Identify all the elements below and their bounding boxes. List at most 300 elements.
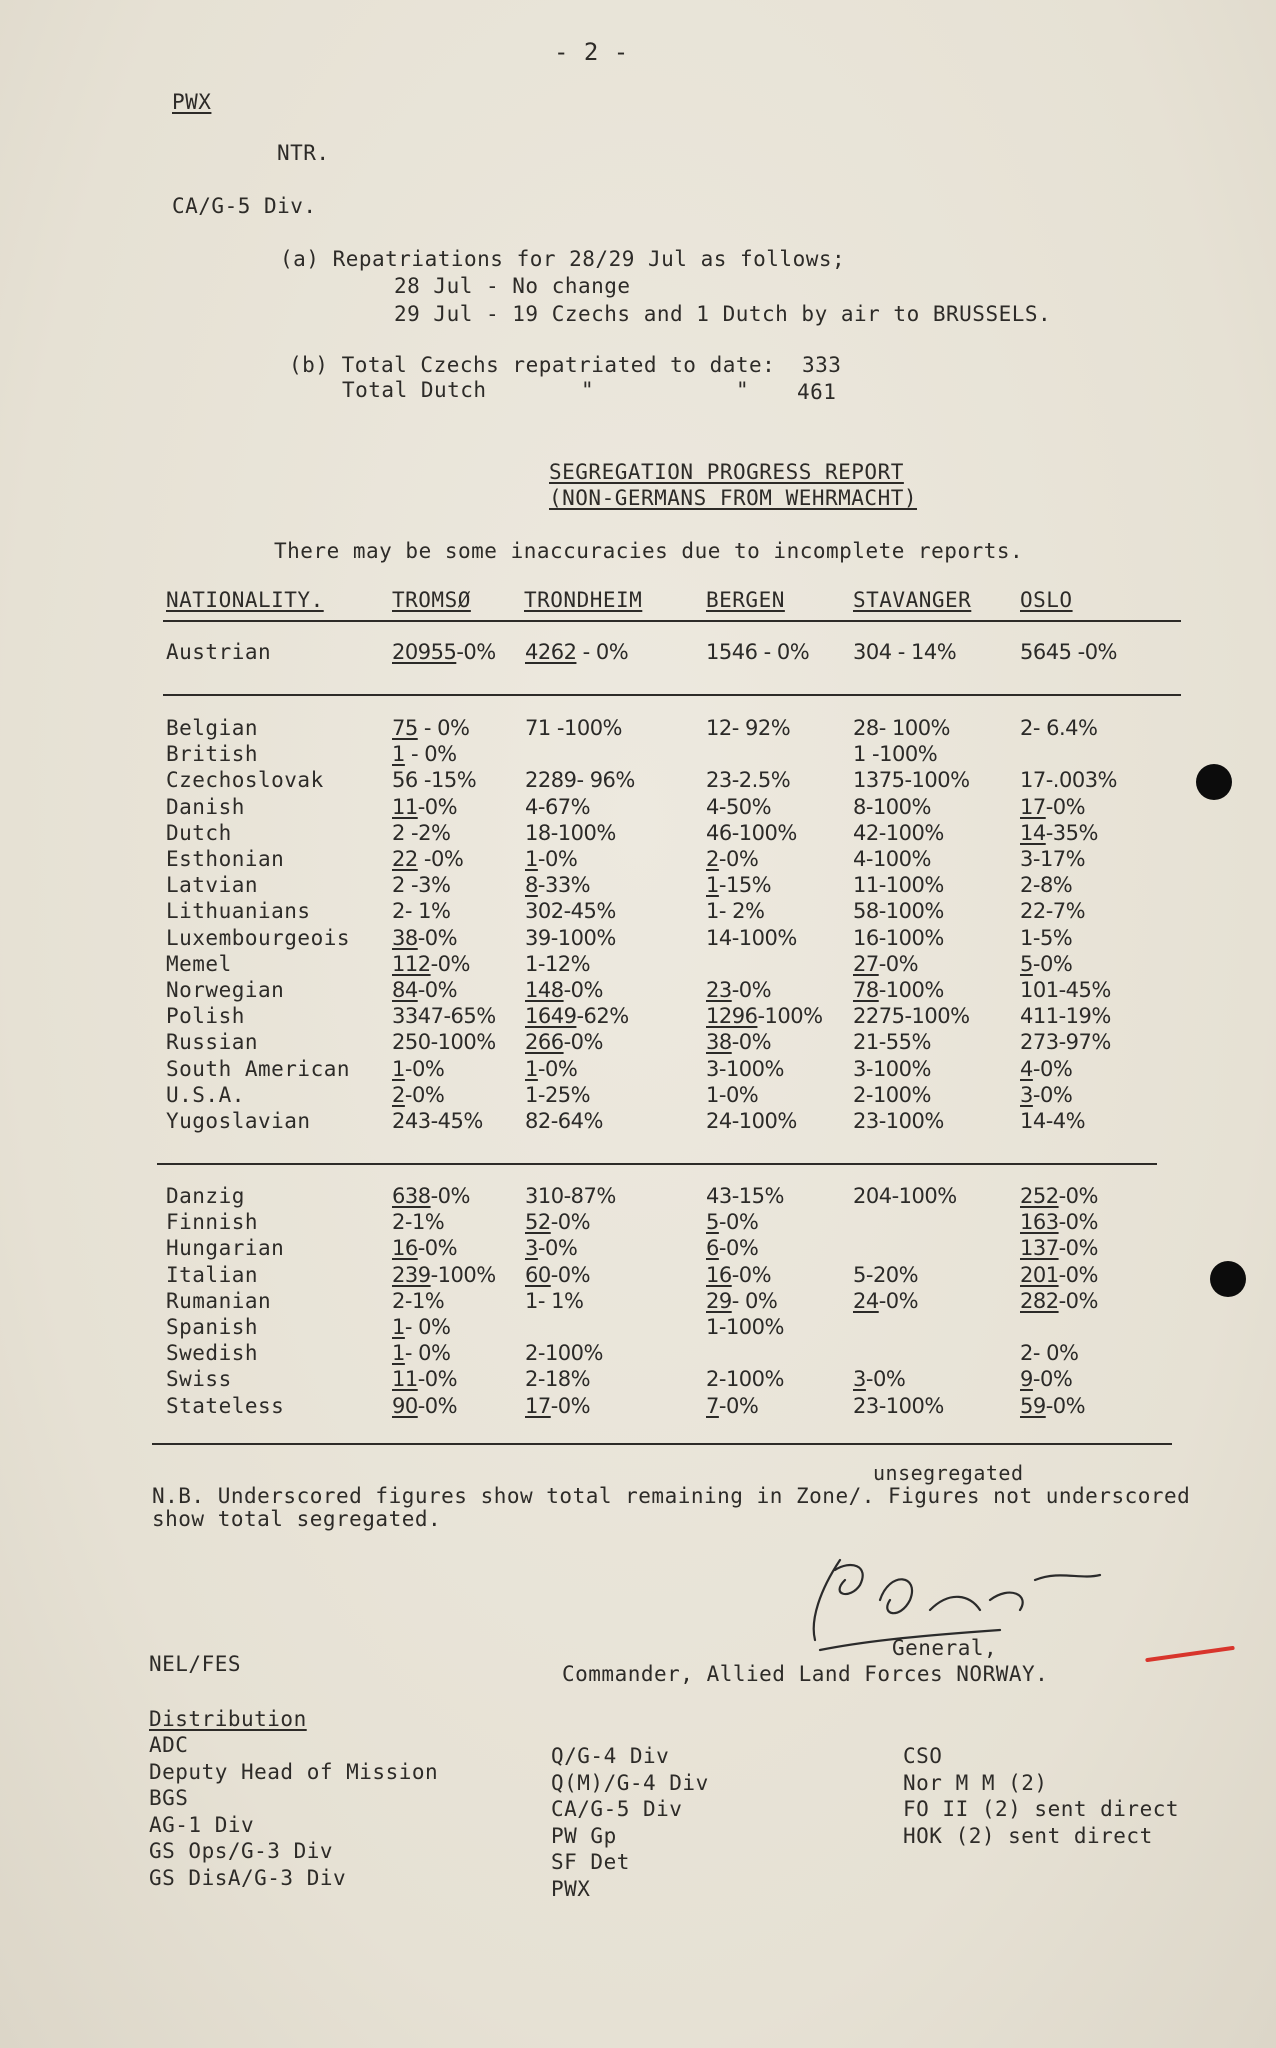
distribution-item: GS Ops/G-3 Div	[149, 1839, 334, 1863]
table-cell: 2289- 96%	[525, 768, 635, 793]
percent-figure: - 0%	[417, 716, 470, 740]
ditto-mark: "	[736, 378, 750, 402]
row-nationality: Finnish	[166, 1210, 259, 1235]
percent-figure: -0%	[1058, 1288, 1098, 1313]
remaining-figure: 4	[1020, 1056, 1033, 1081]
table-cell	[392, 1083, 444, 1107]
remaining-figure: 2	[706, 847, 719, 871]
table-cell: 310-87%	[525, 1184, 616, 1208]
remaining-figure: 1	[392, 742, 405, 767]
column-header: STAVANGER	[853, 588, 972, 612]
distribution-item: Q/G-4 Div	[551, 1744, 670, 1768]
table-cell	[392, 926, 457, 950]
distribution-item: HOK (2) sent direct	[903, 1823, 1153, 1848]
remaining-figure: 4262	[525, 640, 577, 664]
table-cell	[853, 952, 918, 976]
table-cell	[525, 847, 577, 871]
table-cell: 14-100%	[706, 925, 797, 950]
table-cell	[525, 1210, 590, 1234]
table-cell: 28- 100%	[853, 716, 951, 740]
remaining-figure: 3	[1020, 1082, 1033, 1107]
table-cell: 82-64%	[525, 1109, 603, 1133]
percent-figure: -0%	[1045, 794, 1086, 819]
percent-figure: -0%	[417, 978, 458, 1002]
signature-general: General,	[892, 1636, 998, 1660]
table-cell	[525, 1004, 629, 1028]
percent-figure: -100%	[878, 978, 944, 1002]
table-cell	[525, 1394, 590, 1418]
percent-figure: -0%	[1032, 1367, 1073, 1392]
remaining-figure: 638	[392, 1184, 431, 1208]
remaining-figure: 20955	[392, 640, 457, 664]
table-cell	[1020, 1367, 1072, 1391]
table-cell	[525, 1236, 577, 1260]
table-cell: 58-100%	[853, 899, 944, 924]
table-cell: 5645 -0%	[1020, 640, 1118, 664]
table-cell	[706, 1263, 771, 1287]
remaining-figure: 38	[392, 925, 418, 950]
divider-rule	[157, 1163, 1157, 1165]
reference-initials: NEL/FES	[149, 1652, 242, 1676]
table-cell: 2-8%	[1020, 873, 1073, 898]
table-cell: 243-45%	[392, 1109, 483, 1133]
row-nationality: Hungarian	[166, 1236, 285, 1261]
remaining-figure: 59	[1020, 1393, 1046, 1418]
table-cell: 1-5%	[1020, 925, 1073, 950]
header-ntr: NTR.	[277, 141, 330, 165]
row-nationality: Spanish	[166, 1315, 259, 1339]
punch-hole	[1210, 1261, 1246, 1297]
remaining-figure: 17	[1020, 794, 1046, 819]
table-cell	[525, 640, 628, 664]
table-cell	[392, 1236, 457, 1260]
percent-figure: - 0%	[576, 640, 629, 664]
percent-figure: -0%	[865, 1367, 906, 1392]
percent-figure: - 0%	[731, 1288, 778, 1313]
percent-figure: -0%	[718, 847, 759, 871]
percent-figure: -0%	[718, 1210, 759, 1235]
table-cell	[1020, 1184, 1098, 1208]
table-cell: 23-100%	[853, 1393, 944, 1418]
row-nationality: Dutch	[166, 820, 232, 845]
distribution-item: Nor M M (2)	[903, 1770, 1048, 1795]
remaining-figure: 3	[525, 1236, 538, 1261]
row-nationality: Latvian	[166, 873, 259, 898]
percent-figure: -0%	[537, 847, 578, 871]
percent-figure: -0%	[404, 1056, 445, 1081]
percent-figure: -0%	[731, 1030, 772, 1055]
row-nationality: Stateless	[166, 1393, 285, 1418]
table-cell	[1020, 795, 1085, 819]
remaining-figure: 1	[525, 847, 538, 871]
table-cell: 302-45%	[525, 899, 616, 924]
table-cell	[1020, 1210, 1098, 1234]
remaining-figure: 239	[392, 1262, 431, 1287]
table-cell: 4-67%	[525, 794, 591, 819]
table-cell	[392, 1057, 444, 1081]
row-nationality: Polish	[166, 1004, 245, 1029]
row-nationality: South American	[166, 1056, 351, 1081]
distribution-item: SF Det	[551, 1850, 630, 1874]
percent-figure: -0%	[718, 1236, 759, 1261]
remaining-figure: 201	[1020, 1262, 1059, 1287]
table-cell: 2- 1%	[392, 899, 451, 924]
percent-figure: -0%	[1045, 1393, 1086, 1418]
percent-figure: -0%	[456, 640, 496, 664]
punch-hole	[1196, 764, 1232, 800]
table-cell: 4-100%	[853, 847, 931, 871]
remaining-figure: 1	[706, 873, 719, 898]
percent-figure: -0%	[417, 1393, 458, 1418]
remaining-figure: 17	[525, 1393, 551, 1418]
percent-figure: -0%	[731, 978, 772, 1002]
total-dutch-label: Total Dutch	[342, 378, 487, 402]
distribution-item: FO II (2) sent direct	[903, 1797, 1180, 1821]
table-cell: 3347-65%	[392, 1004, 496, 1029]
percent-figure: -0%	[537, 1056, 578, 1081]
percent-figure: -0%	[718, 1393, 759, 1418]
repatriations-29jul: 29 Jul - 19 Czechs and 1 Dutch by air to BRUSSELS.	[394, 302, 1052, 326]
table-cell: 1546 - 0%	[706, 640, 810, 664]
table-cell: 8-100%	[853, 794, 931, 819]
table-cell	[525, 1057, 577, 1081]
row-nationality: U.S.A.	[166, 1082, 245, 1107]
table-cell	[1020, 1263, 1098, 1287]
table-cell: 2- 6.4%	[1020, 716, 1098, 740]
table-cell	[525, 1263, 590, 1287]
repatriations-28jul: 28 Jul - No change	[394, 274, 631, 298]
row-nationality: Danzig	[166, 1184, 245, 1208]
remaining-figure: 1296	[706, 1004, 758, 1029]
table-cell: 204-100%	[853, 1184, 957, 1208]
percent-figure: - 0%	[404, 742, 457, 767]
report-subtitle: (NON-GERMANS FROM WEHRMACHT)	[549, 486, 918, 510]
table-cell: 1 -100%	[853, 742, 938, 767]
remaining-figure: 112	[392, 951, 431, 976]
row-nationality: Russian	[166, 1030, 259, 1055]
remaining-figure: 29	[706, 1288, 732, 1313]
table-cell: 4-50%	[706, 794, 772, 819]
remaining-figure: 1649	[525, 1004, 577, 1029]
table-cell: 43-15%	[706, 1184, 784, 1208]
remaining-figure: 23	[706, 978, 732, 1002]
row-nationality: Italian	[166, 1262, 259, 1287]
distribution-item: CSO	[903, 1744, 943, 1768]
table-cell: 2- 0%	[1020, 1341, 1079, 1366]
column-header: NATIONALITY.	[166, 588, 324, 612]
remaining-figure: 266	[525, 1030, 564, 1055]
remaining-figure: 1	[392, 1056, 405, 1081]
table-cell	[392, 1341, 450, 1365]
table-cell: 24-100%	[706, 1109, 797, 1133]
table-cell	[706, 1394, 758, 1418]
table-cell: 2275-100%	[853, 1004, 970, 1029]
remaining-figure: 16	[392, 1236, 418, 1261]
table-cell	[392, 1263, 496, 1287]
table-cell: 46-100%	[706, 820, 797, 845]
table-cell: 23-2.5%	[706, 768, 791, 793]
table-cell: 1-0%	[706, 1082, 759, 1107]
table-cell	[392, 742, 457, 766]
table-cell: 1-12%	[525, 951, 591, 976]
remaining-figure: 90	[392, 1393, 418, 1418]
row-nationality: Norwegian	[166, 978, 285, 1002]
table-cell	[1020, 1394, 1085, 1418]
row-nationality: Luxembourgeois	[166, 925, 351, 950]
remaining-figure: 9	[1020, 1367, 1033, 1392]
percent-figure: -0%	[417, 794, 458, 819]
column-header: BERGEN	[706, 588, 785, 612]
divider-rule	[163, 694, 1181, 696]
percent-figure: -0%	[417, 1236, 458, 1261]
remaining-figure: 1	[525, 1056, 538, 1081]
percent-figure: -0%	[417, 1367, 458, 1392]
remaining-figure: 75	[392, 716, 418, 740]
table-cell: 56 -15%	[392, 768, 477, 793]
footnote-insert: unsegregated	[873, 1461, 1024, 1485]
table-cell	[392, 716, 469, 740]
header-ca-div: CA/G-5 Div.	[172, 194, 317, 218]
remaining-figure: 163	[1020, 1210, 1059, 1235]
footnote-line1: N.B. Underscored figures show total remaining in Zone/. Figures not underscored	[152, 1484, 1191, 1508]
table-cell	[392, 640, 496, 664]
page-number: - 2 -	[554, 38, 629, 66]
table-cell: 16-100%	[853, 925, 944, 950]
remaining-figure: 11	[392, 1367, 418, 1392]
table-cell	[392, 978, 457, 1002]
remaining-figure: 1	[392, 1315, 405, 1339]
percent-figure: -0%	[1032, 951, 1073, 976]
table-cell	[706, 978, 771, 1002]
remaining-figure: 5	[706, 1210, 719, 1235]
distribution-item: PWX	[551, 1876, 591, 1901]
table-cell: 3-17%	[1020, 847, 1086, 871]
row-nationality: Lithuanians	[166, 899, 311, 924]
remaining-figure: 252	[1020, 1184, 1059, 1208]
table-cell: 1- 2%	[706, 899, 765, 924]
remaining-figure: 24	[853, 1288, 879, 1313]
table-cell: 273-97%	[1020, 1030, 1111, 1055]
table-cell: 1375-100%	[853, 768, 970, 793]
percent-figure: -100%	[430, 1262, 496, 1287]
table-cell: 304 - 14%	[853, 640, 957, 664]
percent-figure: -0%	[417, 847, 464, 871]
table-cell: 2-100%	[853, 1082, 931, 1107]
percent-figure: -0%	[550, 1210, 591, 1235]
table-cell: 2-1%	[392, 1210, 445, 1235]
remaining-figure: 16	[706, 1262, 732, 1287]
table-cell: 250-100%	[392, 1030, 496, 1055]
red-pencil-mark	[1145, 1646, 1235, 1662]
table-cell	[706, 847, 758, 871]
row-nationality: Swedish	[166, 1341, 259, 1366]
table-cell	[525, 873, 590, 897]
table-cell	[706, 1004, 823, 1028]
table-cell: 411-19%	[1020, 1004, 1111, 1029]
table-cell	[1020, 1236, 1098, 1260]
distribution-item: Q(M)/G-4 Div	[551, 1770, 709, 1795]
table-cell	[706, 1030, 771, 1054]
percent-figure: -0%	[417, 925, 458, 950]
percent-figure: -33%	[537, 873, 591, 898]
table-cell	[853, 978, 944, 1002]
remaining-figure: 137	[1020, 1236, 1059, 1261]
table-cell: 42-100%	[853, 820, 944, 845]
remaining-figure: 5	[1020, 951, 1033, 976]
percent-figure: -100%	[757, 1004, 823, 1029]
table-cell: 2-100%	[525, 1341, 603, 1366]
repatriations-a: (a) Repatriations for 28/29 Jul as follows;	[280, 247, 846, 271]
ditto-mark: "	[581, 378, 595, 402]
column-header: OSLO	[1020, 588, 1073, 612]
table-cell: 12- 92%	[706, 716, 791, 740]
percent-figure: -0%	[537, 1236, 578, 1261]
table-cell	[392, 795, 457, 819]
table-cell: 71 -100%	[525, 716, 623, 740]
table-cell: 1-25%	[525, 1082, 591, 1107]
remaining-figure: 7	[706, 1393, 719, 1418]
remaining-figure: 8	[525, 873, 538, 898]
header-rule	[163, 620, 1181, 622]
remaining-figure: 14	[1020, 820, 1046, 845]
table-cell: 21-55%	[853, 1030, 931, 1055]
percent-figure: -0%	[563, 978, 603, 1002]
table-cell: 101-45%	[1020, 978, 1111, 1002]
percent-figure: -0%	[731, 1262, 772, 1287]
total-czechs-value: 333	[802, 353, 842, 377]
row-nationality: Yugoslavian	[166, 1109, 311, 1133]
table-cell	[392, 847, 463, 871]
percent-figure: -0%	[430, 951, 470, 976]
table-cell: 3-100%	[853, 1056, 931, 1081]
column-header: TROMSØ	[392, 588, 471, 612]
row-nationality: Danish	[166, 794, 245, 819]
percent-figure: -35%	[1045, 820, 1098, 845]
table-cell	[1020, 952, 1072, 976]
table-cell: 39-100%	[525, 925, 616, 950]
table-cell	[392, 1315, 450, 1339]
table-cell: 2 -2%	[392, 820, 451, 845]
header-pwx: PWX	[172, 90, 212, 114]
table-cell	[392, 1367, 457, 1391]
remaining-figure: 78	[853, 978, 879, 1002]
row-nationality: Rumanian	[166, 1288, 272, 1313]
table-cell	[706, 1210, 758, 1234]
remaining-figure: 52	[525, 1210, 551, 1235]
row-nationality: Czechoslovak	[166, 768, 324, 793]
table-cell: 17-.003%	[1020, 768, 1118, 793]
row-nationality: Belgian	[166, 716, 259, 740]
row-nationality: Swiss	[166, 1367, 232, 1392]
table-cell: 5-20%	[853, 1262, 919, 1287]
row-nationality: Memel	[166, 951, 232, 976]
table-cell: 3-100%	[706, 1056, 784, 1081]
distribution-item: BGS	[149, 1786, 189, 1810]
percent-figure: -0%	[1032, 1056, 1073, 1081]
percent-figure: -0%	[878, 951, 919, 976]
table-cell	[706, 873, 771, 897]
row-nationality: Esthonian	[166, 847, 285, 871]
table-cell	[392, 952, 470, 976]
table-cell	[853, 1367, 905, 1391]
table-cell: 11-100%	[853, 873, 944, 898]
distribution-title: Distribution	[149, 1707, 307, 1731]
table-cell	[525, 1030, 603, 1054]
percent-figure: -0%	[1058, 1184, 1098, 1208]
table-cell: 23-100%	[853, 1109, 944, 1133]
percent-figure: -0%	[1058, 1236, 1098, 1261]
table-cell	[1020, 1289, 1098, 1313]
remaining-figure: 3	[853, 1367, 866, 1392]
distribution-item: Deputy Head of Mission	[149, 1759, 439, 1784]
percent-figure: -0%	[550, 1393, 591, 1418]
table-cell: 22-7%	[1020, 899, 1086, 924]
percent-figure: -0%	[1058, 1262, 1098, 1287]
remaining-figure: 11	[392, 794, 418, 819]
table-cell: 14-4%	[1020, 1109, 1086, 1133]
percent-figure: - 0%	[404, 1315, 451, 1339]
table-cell: 2-100%	[706, 1367, 784, 1392]
table-cell	[1020, 821, 1098, 845]
percent-figure: -0%	[1058, 1210, 1098, 1235]
table-cell: 2-18%	[525, 1367, 591, 1392]
report-note: There may be some inaccuracies due to incomplete reports.	[274, 539, 1024, 563]
divider-rule	[152, 1443, 1172, 1445]
table-cell	[392, 1184, 470, 1208]
table-cell	[1020, 1057, 1072, 1081]
remaining-figure: 1	[392, 1341, 405, 1366]
table-cell: 1- 1%	[525, 1288, 584, 1313]
percent-figure: -62%	[576, 1004, 629, 1029]
table-cell: 1-100%	[706, 1315, 784, 1339]
percent-figure: -15%	[718, 873, 772, 898]
remaining-figure: 27	[853, 951, 879, 976]
table-cell	[853, 1289, 918, 1313]
table-cell: 2 -3%	[392, 873, 451, 898]
table-cell	[525, 978, 603, 1002]
remaining-figure: 38	[706, 1030, 732, 1055]
table-cell	[1020, 1083, 1072, 1107]
remaining-figure: 148	[525, 978, 564, 1002]
percent-figure: - 0%	[404, 1341, 451, 1366]
column-header: TRONDHEIM	[524, 588, 643, 612]
report-title: SEGREGATION PROGRESS REPORT	[549, 460, 904, 484]
percent-figure: -0%	[550, 1262, 591, 1287]
table-cell	[392, 1394, 457, 1418]
distribution-item: ADC	[149, 1733, 189, 1757]
remaining-figure: 22	[392, 847, 418, 871]
remaining-figure: 282	[1020, 1288, 1059, 1313]
total-dutch-value: 461	[797, 380, 837, 404]
distribution-item: PW Gp	[551, 1823, 617, 1848]
signature-commander: Commander, Allied Land Forces NORWAY.	[562, 1662, 1049, 1686]
percent-figure: -0%	[563, 1030, 603, 1055]
row-nationality: British	[166, 742, 259, 767]
table-cell: 2-1%	[392, 1288, 445, 1313]
percent-figure: -0%	[404, 1082, 445, 1107]
total-czechs-label: (b) Total Czechs repatriated to date:	[289, 353, 776, 377]
row-nationality: Austrian	[166, 640, 272, 664]
percent-figure: -0%	[878, 1288, 919, 1313]
distribution-item: CA/G-5 Div	[551, 1797, 683, 1821]
table-cell: 18-100%	[525, 820, 616, 845]
table-cell	[706, 1236, 758, 1260]
remaining-figure: 6	[706, 1236, 719, 1261]
remaining-figure: 60	[525, 1262, 551, 1287]
remaining-figure: 84	[392, 978, 418, 1002]
footnote-line2: show total segregated.	[152, 1507, 442, 1531]
percent-figure: -0%	[430, 1184, 470, 1208]
